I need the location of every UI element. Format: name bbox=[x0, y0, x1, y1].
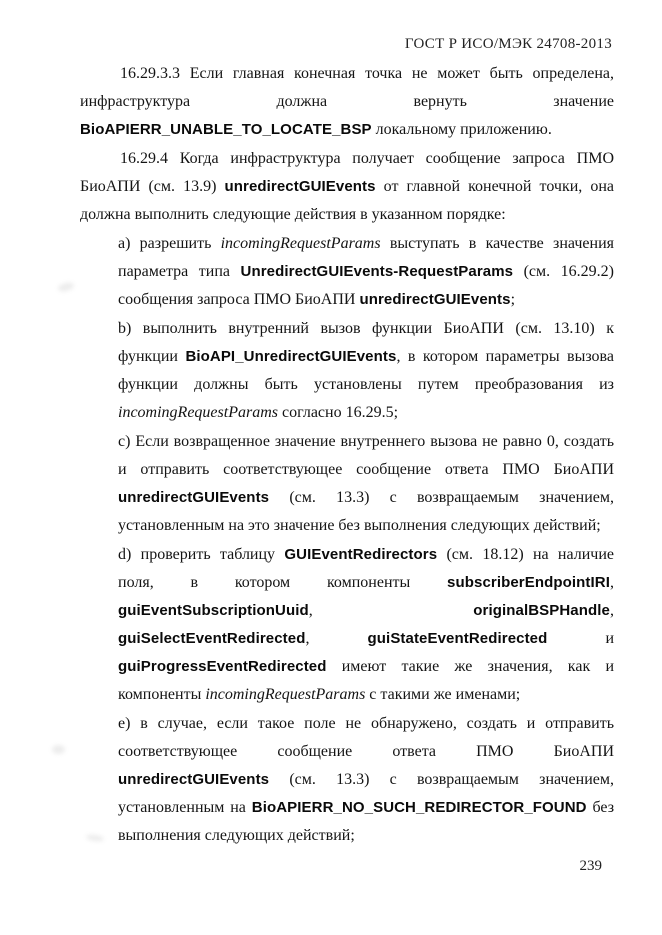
code-term: unredirectGUIEvents bbox=[118, 771, 270, 788]
text-run: (см. 13.3) с возвращаемым значением, установленным на это значение без выполнения следующих действий; bbox=[118, 489, 614, 534]
text-run: , в котором параметры вызова функции должны быть установлены путем преобразования из bbox=[118, 348, 614, 393]
scan-smudge bbox=[57, 281, 75, 293]
list-item bbox=[118, 428, 614, 540]
list-item bbox=[118, 230, 614, 314]
text-run: , bbox=[305, 630, 368, 647]
code-term: guiSelectEventRedirected bbox=[118, 630, 306, 647]
code-term: GUIEventRedirectors bbox=[284, 546, 438, 563]
document-header: ГОСТ Р ИСО/МЭК 24708-2013 bbox=[404, 36, 612, 52]
code-term: BioAPIERR_NO_SUCH_REDIRECTOR_FOUND bbox=[251, 799, 587, 816]
paragraph bbox=[80, 145, 614, 229]
text-run: имеют такие же значения, как и компоненты bbox=[118, 658, 614, 703]
text-run: d) проверить таблицу bbox=[118, 546, 285, 563]
code-term: unredirectGUIEvents bbox=[224, 178, 376, 195]
text-run: и bbox=[547, 630, 615, 647]
text-run: , bbox=[610, 602, 614, 619]
text-run: согласно 16.29.5; bbox=[277, 404, 399, 421]
text-run: без выполнения следующих действий; bbox=[118, 799, 615, 844]
text-run: с такими же именами; bbox=[365, 686, 521, 703]
code-term: BioAPIERR_UNABLE_TO_LOCATE_BSP bbox=[80, 121, 372, 138]
code-term: UnredirectGUIEvents-RequestParams bbox=[240, 263, 514, 280]
code-term: unredirectGUIEvents bbox=[359, 291, 511, 308]
list-item bbox=[118, 315, 614, 427]
italic-term: incomingRequestParams bbox=[205, 686, 366, 703]
text-run: 16.29.3.3 Если главная конечная точка не может быть определена, инфраструктура должна вернуть значение bbox=[80, 65, 614, 110]
scan-smudge bbox=[52, 745, 65, 754]
list-item bbox=[118, 541, 614, 709]
text-run: (см. 13.3) с возвращаемым значением, установленным на bbox=[118, 771, 614, 816]
text-run: b) выполнить внутренний вызов функции БиоАПИ (см. 13.10) к функции bbox=[118, 320, 614, 365]
code-term: unredirectGUIEvents bbox=[118, 489, 270, 506]
code-term: originalBSPHandle bbox=[473, 602, 610, 619]
text-run: e) в случае, если такое поле не обнаружено, создать и отправить соответствующее сообщение ответа ПМО БиоАПИ bbox=[118, 715, 614, 760]
text-run: (см. 18.12) на наличие поля, в котором компоненты bbox=[118, 546, 614, 591]
text-run: 16.29.4 Когда инфраструктура получает сообщение запроса ПМО БиоАПИ (см. 13.9) bbox=[80, 150, 614, 195]
text-run: ; bbox=[510, 291, 516, 308]
text-run: c) Если возвращенное значение внутреннего вызова не равно 0, создать и отправить соответствующее сообщение ответа ПМО БиоАПИ bbox=[118, 433, 614, 478]
text-run: (см. 16.29.2) сообщения запроса ПМО БиоАПИ bbox=[118, 263, 614, 308]
text-run: a) разрешить bbox=[118, 235, 221, 252]
code-term: guiStateEventRedirected bbox=[367, 630, 548, 647]
code-term: BioAPI_UnredirectGUIEvents bbox=[185, 348, 397, 365]
list-item bbox=[118, 710, 614, 850]
text-run: локальному приложению. bbox=[371, 121, 552, 138]
italic-term: incomingRequestParams bbox=[118, 404, 278, 421]
text-run: от главной конечной точки, она должна выполнить следующие действия в указанном порядке: bbox=[80, 178, 615, 223]
code-term: guiEventSubscriptionUuid bbox=[118, 602, 309, 619]
page-number: 239 bbox=[579, 858, 602, 874]
text-run: , bbox=[308, 602, 474, 619]
code-term: subscriberEndpointIRI bbox=[447, 574, 610, 591]
italic-term: incomingRequestParams bbox=[220, 235, 381, 252]
document-body bbox=[80, 60, 614, 851]
code-term: guiProgressEventRedirected bbox=[118, 658, 327, 675]
text-run: выступать в качестве значения параметра типа bbox=[118, 235, 615, 280]
text-run: , bbox=[610, 574, 614, 591]
paragraph bbox=[80, 60, 614, 144]
